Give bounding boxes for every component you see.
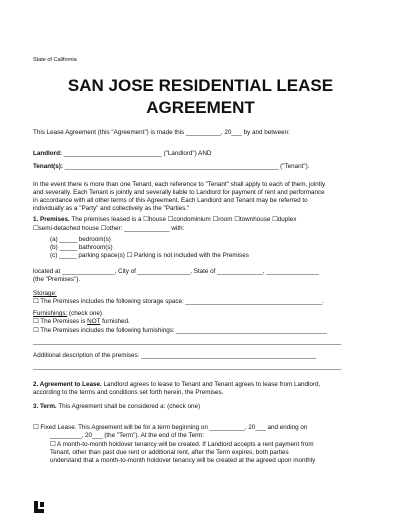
term-fixed-dates[interactable]: _________, 20___ (the "Term"). At the end of the Term: xyxy=(50,432,205,439)
brand-logo-icon xyxy=(33,501,45,513)
premises-location-suffix: (the "Premises"). xyxy=(33,276,81,283)
landlord-field[interactable]: ____________________________ ("Landlord") AND xyxy=(62,150,212,157)
furnishings-option-emphasis: NOT xyxy=(87,318,101,325)
multi-tenant-line: and severally. Each Tenant is jointly and severally liable to Landlord for payment of rent and performance xyxy=(33,189,325,196)
furnishings-label: Furnishings: xyxy=(33,310,68,317)
additional-blank-line[interactable]: ________________________________________________________________________________________ xyxy=(33,363,342,370)
term-holdover-line: understand that a month-to-month holdover tenancy will be created at the agreed upon monthly xyxy=(50,457,316,464)
premises-location-line[interactable]: located at _______________, City of _______________, State of _____________, _______________ xyxy=(33,268,319,275)
premises-item-bathrooms[interactable]: (b) _____ bathroom(s) xyxy=(50,244,113,251)
premises-item-bedrooms[interactable]: (a) _____ bedroom(s) xyxy=(50,236,111,243)
storage-option[interactable]: ☐ The Premises includes the following storage space: _______________________________________. xyxy=(33,298,324,305)
agreement-text: Landlord agrees to lease to Tenant and Tenant agrees to lease from Landlord, xyxy=(101,381,321,388)
term-heading: 3. Term. xyxy=(33,403,57,410)
furnishings-blank-line[interactable]: ________________________________________________________________________________________ xyxy=(33,338,342,345)
premises-item-parking[interactable]: (c) _____ parking space(s) ☐ Parking is not included with the Premises xyxy=(50,252,249,259)
multi-tenant-line: in accordance with all other terms of this Agreement. Each Landlord and Tenant may be referred to xyxy=(33,197,308,204)
tenants-label: Tenant(s): xyxy=(33,163,63,170)
furnishings-hint: (check one) xyxy=(67,310,102,317)
agreement-line-2: according to the terms and conditions set forth herein, the Premises. xyxy=(33,389,224,396)
landlord-label: Landlord: xyxy=(33,150,63,157)
intro-paragraph: This Lease Agreement (this "Agreement") is made this __________, 20___ by and between: xyxy=(33,129,290,136)
tenants-line xyxy=(33,163,309,170)
term-line xyxy=(33,403,200,410)
premises-heading: 1. Premises. xyxy=(33,216,70,223)
furnishings-option-not-furnished[interactable] xyxy=(33,318,130,325)
additional-description[interactable]: Additional description of the premises: __________________________________________________ xyxy=(33,352,317,359)
furnishings-option-includes[interactable]: ☐ The Premises includes the following furnishings: ___________________________________________ xyxy=(33,327,328,334)
term-holdover-option[interactable]: ☐ A month-to-month holdover tenancy will be created. If Landlord accepts a rent payment from xyxy=(50,441,314,448)
multi-tenant-line: individually as a "Party" and collectively as the "Parties." xyxy=(33,205,190,212)
term-intro: This Agreement shall be considered a: (check one) xyxy=(56,403,201,410)
furnishings-header xyxy=(33,310,102,317)
document-title-line-1: SAN JOSE RESIDENTIAL LEASE xyxy=(67,76,334,95)
furnishings-option-text: furnished. xyxy=(100,318,130,325)
premises-line-1 xyxy=(33,216,296,223)
document-title-line-2: AGREEMENT xyxy=(146,98,255,117)
term-fixed-option[interactable]: ☐ Fixed Lease. This Agreement will be for a term beginning on __________, 20___ and ending on xyxy=(33,424,308,431)
state-label: State of California xyxy=(33,57,77,63)
tenants-field[interactable]: _____________________________________________________________ ("Tenant"). xyxy=(62,163,310,170)
agreement-line-1 xyxy=(33,381,320,388)
premises-line-2[interactable]: ☐semi-detached house ☐other: _____________ with: xyxy=(33,225,185,232)
furnishings-option-text: ☐ The Premises is xyxy=(33,318,88,325)
storage-label: Storage: xyxy=(33,290,57,297)
agreement-heading: 2. Agreement to Lease. xyxy=(33,381,102,388)
term-holdover-line: Tenant, other than past due rent or additional rent, after the Term expires, both parties xyxy=(50,449,289,456)
landlord-line xyxy=(33,150,211,157)
premises-type-options[interactable]: The premises leased is a ☐house ☐condominium ☐room ☐townhouse ☐duplex xyxy=(69,216,297,223)
multi-tenant-line: In the event there is more than one Tenant, each reference to "Tenant" shall apply to each of them, jointly xyxy=(33,181,326,188)
